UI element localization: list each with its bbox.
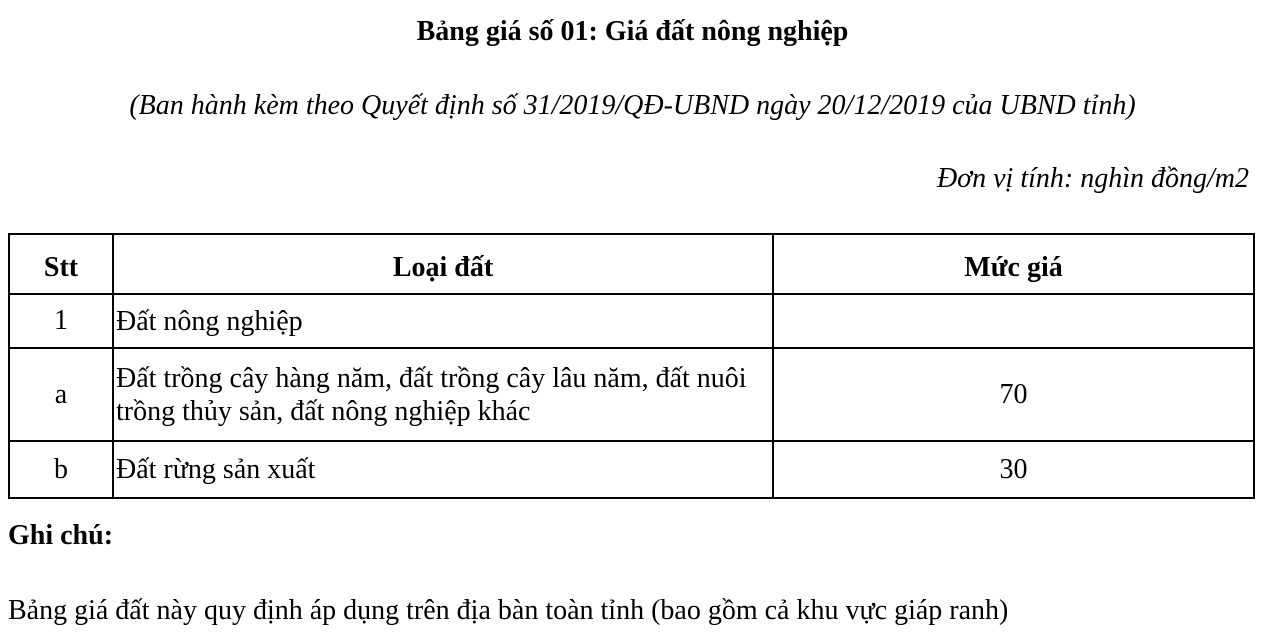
document-subtitle: (Ban hành kèm theo Quyết định số 31/2019/QĐ-UBND ngày 20/12/2019 của UBND tỉnh) (129, 90, 1136, 121)
table-header-row (9, 234, 1254, 294)
row-a-stt: a (9, 348, 113, 441)
row-b-stt: b (9, 441, 113, 498)
row-b-price: 30 (773, 441, 1254, 498)
header-land-type: Loại đất (113, 234, 773, 294)
header-price: Mức giá (773, 234, 1254, 294)
row-1-land-type: Đất nông nghiệp (113, 294, 773, 348)
row-a-land-type: Đất trồng cây hàng năm, đất trồng cây lâu năm, đất nuôi trồng thủy sản, đất nông nghiệp khác (113, 348, 773, 441)
table-row (9, 294, 1254, 348)
unit-note: Đơn vị tính: nghìn đồng/m2 (936, 163, 1249, 194)
notes-heading: Ghi chú: (8, 520, 114, 551)
row-1-stt: 1 (9, 294, 113, 348)
notes-body: Bảng giá đất này quy định áp dụng trên địa bàn toàn tỉnh (bao gồm cả khu vực giáp ranh) (8, 595, 1009, 626)
header-stt: Stt (9, 234, 113, 294)
row-b-land-type: Đất rừng sản xuất (113, 441, 773, 498)
table-row (9, 441, 1254, 498)
row-1-price (773, 294, 1254, 348)
land-price-table (8, 233, 1255, 499)
document-title: Bảng giá số 01: Giá đất nông nghiệp (416, 16, 849, 47)
table-row (9, 348, 1254, 441)
row-a-price: 70 (773, 348, 1254, 441)
